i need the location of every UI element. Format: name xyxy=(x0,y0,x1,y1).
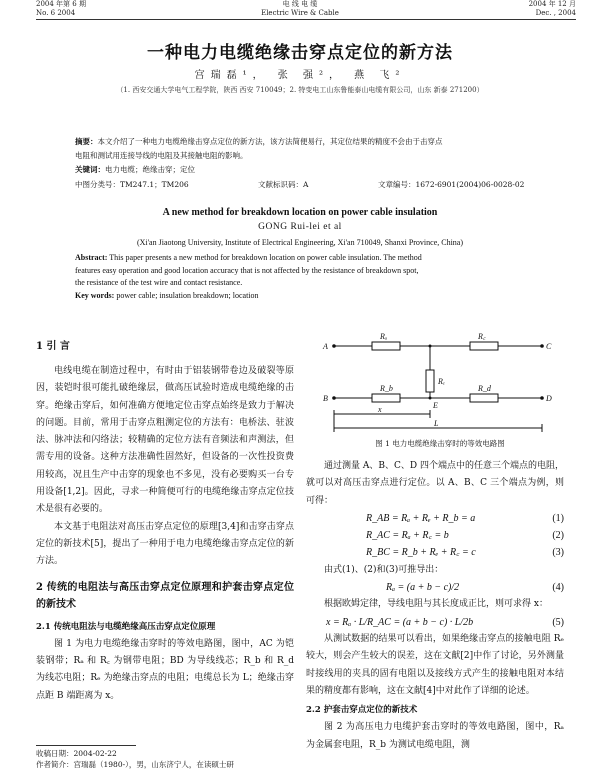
affiliation-en: (Xi'an Jiaotong University, Institute of Electrical Engineering, Xi'an 710049, Shanxi Province, China) xyxy=(136,238,464,247)
equation-2: R_AC = Rₐ + R꜀ = b (2) xyxy=(366,530,564,542)
label-E: E xyxy=(433,401,438,410)
authors-cn: 宫瑞磊¹， 张 强²， 燕 飞² xyxy=(194,70,406,81)
footnote-received: 收稿日期：2004-02-22 xyxy=(36,749,117,758)
section-2-1-heading: 2.1 传统电阻法与电缆绝缘高压击穿点定位原理 xyxy=(36,621,216,632)
abstract-cn-line1: 摘要：本文介绍了一种电力电缆绝缘击穿点定位的新方法，该方法简便易行，其定位结果的精度不会由于击穿点 xyxy=(75,137,443,146)
label-D: D xyxy=(546,394,552,403)
footnote-author: 作者简介：宫瑞磊（1980-），男，山东济宁人，在读硕士研 xyxy=(36,760,234,769)
author-en: GONG Rui-lei et al xyxy=(258,222,342,232)
terminal-A xyxy=(332,344,336,348)
label-B: B xyxy=(323,394,328,403)
section-2-heading: 2 传统的电阻法与高压击穿点定位原理和护套击穿点定位的新技术 xyxy=(36,581,294,610)
equation-4: Rₐ = (a + b − c)/2 (4) xyxy=(386,582,564,594)
document-code: 文献标识码：A xyxy=(258,180,309,189)
terminal-C xyxy=(540,344,544,348)
right-column xyxy=(306,458,564,754)
section-2-2-heading: 2.2 护套击穿点定位的新技术 xyxy=(306,705,418,716)
paper-title-en: A new method for breakdown location on power cable insulation xyxy=(162,207,438,218)
label-L: L xyxy=(434,419,439,428)
journal-date-en: Dec. , 2004 xyxy=(535,9,576,17)
label-Rc: R꜀ xyxy=(478,332,486,341)
label-A: A xyxy=(323,342,328,351)
affiliation-cn: （1. 西安交通大学电气工程学院，陕西 西安 710049；2. 特变电工山东鲁能泰山电缆有限公司，山东 新泰 271200） xyxy=(116,86,484,94)
equation-5: x = Rₐ · L/R_AC = (a + b − c) · L/2b (5) xyxy=(326,616,564,628)
article-number: 文章编号：1672-6901(2004)06-0028-02 xyxy=(378,180,525,189)
terminal-B xyxy=(332,396,336,400)
equation-3: R_BC = R_b + Rₑ + R꜀ = c (3) xyxy=(366,547,564,559)
journal-name-cn: 电 线 电 缆 xyxy=(282,0,318,8)
error-discussion-paragraph: 从测试数据的结果可以看出，如果绝缘击穿点的接触电阻 Rₑ 较大，则会产生较大的误差，这在文献[2]中作了讨论，另外测量时接线用的夹具的固有电阻以及接线方式产生的接触电阻对本结果的精度都有影响，这在文献[4]中对此作了详细的论述。 xyxy=(306,633,564,696)
ohm-law-text: 根据欧姆定律，导线电阻与其长度成正比，则可求得 x： xyxy=(324,599,548,610)
label-Re: Rₑ xyxy=(438,377,445,386)
journal-issue-cn: 2004 年第 6 期 xyxy=(36,0,86,8)
section-2-2-paragraph: 图 2 为高压电力电缆护套击穿时的等效电路图，图中，Rₐ 为金属套电阻，R_b 为测试电缆电阻，测 xyxy=(306,722,564,750)
breakdown-node xyxy=(429,397,432,400)
section-2-1-paragraph: 图 1 为电力电缆绝缘击穿时的等效电路图，图中，AC 为铠装钢带；Rₐ 和 R꜀ 为钢带电阻；BD 为导线线芯；R_b 和 R_d 为线芯电阻；Rₑ 为绝缘击穿点的电阻；电缆总长为 L；绝缘击穿点距 B 端距离为 x。 xyxy=(36,638,294,701)
derivation-text: 由式(1)、(2)和(3)可推导出： xyxy=(324,564,444,575)
abstract-cn-line2: 电阻和测试用连接导线的电阻及其接触电阻的影响。 xyxy=(75,151,248,160)
footnote-rule xyxy=(36,745,136,746)
left-column xyxy=(36,338,294,705)
intro-paragraph-1: 电线电缆在制造过程中，有时由于铝装钢带卷边及破裂等原因，装铠时很可能扎破绝缘层，做高压试验时造成电缆绝缘的击穿。绝缘击穿后，如何准确方便地定位击穿点始终是致力于解决的问题。目前，常用于击穿点粗测定位的方法有：电桥法、驻波法、脉冲法和闪络法；较精确的定位方法有音频法和声测法，但需专用的设备。这种方法准确性固然好，但设备的一次性投资费用较高，况且生产中击穿的现象也不多见，没有必要购买一台专用设备[1,2]。因此，寻求一种简便可行的电缆绝缘击穿点定位技术是很有必要的。 xyxy=(36,366,294,515)
equivalent-circuit-figure xyxy=(320,330,560,435)
header-rule xyxy=(36,19,576,20)
intro-paragraph-2: 本文基于电阻法对高压击穿点定位的原理[3,4]和击穿击穿点定位的新技术[5]，提出了一种用于电力电缆绝缘击穿点定位的新方法。 xyxy=(36,521,294,567)
label-x: x xyxy=(378,405,382,414)
paper-title-cn: 一种电力电缆绝缘击穿点定位的新方法 xyxy=(147,43,453,63)
junction-node xyxy=(429,345,432,348)
section-1-heading: 1 引 言 xyxy=(36,341,70,352)
label-C: C xyxy=(546,342,552,351)
clc-number: 中图分类号：TM247.1；TM206 xyxy=(75,180,189,189)
label-Rb: R_b xyxy=(380,384,393,393)
abstract-en: Abstract: This paper presents a new method for breakdown location on power cable insulation. The method features easy operation and good location accuracy that is not affected by the resistance of breakdown spot, the resistance of the test wire and contact resistance. Key words: power cable; insulation breakdown; location xyxy=(75,253,422,300)
journal-name-en: Electric Wire & Cable xyxy=(261,9,339,17)
keywords-cn: 关键词：电力电缆；绝缘击穿；定位 xyxy=(75,165,195,174)
figure-1-caption: 图 1 电力电缆绝缘击穿时的等效电路图 xyxy=(375,439,505,448)
terminal-D xyxy=(540,396,544,400)
equation-1: R_AB = Rₐ + Rₑ + R_b = a (1) xyxy=(366,512,564,524)
label-Rd: R_d xyxy=(478,384,491,393)
label-Ra: Rₐ xyxy=(380,332,388,341)
journal-issue-en: No. 6 2004 xyxy=(36,9,76,17)
method-paragraph: 通过测量 A、B、C、D 四个端点中的任意三个端点的电阻，就可以对高压击穿点进行定位。以 A、B、C 三个端点为例，则可得： xyxy=(306,461,564,506)
journal-date-cn: 2004 年 12 月 xyxy=(528,0,576,8)
abstract-cn-label: 摘要： xyxy=(75,137,98,146)
